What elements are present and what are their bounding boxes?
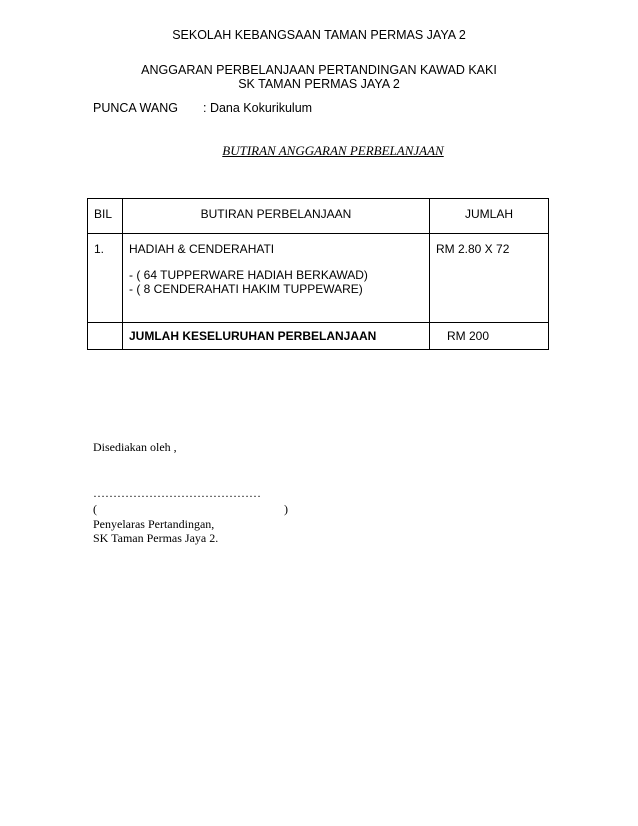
signatory-school: SK Taman Permas Jaya 2. [93,531,219,545]
total-value: RM 200 [430,323,549,350]
signature-line: …………………………………… [93,486,261,500]
header-butiran: BUTIRAN PERBELANJAAN [123,199,430,234]
budget-table [87,198,549,350]
school-name: SEKOLAH KEBANGSAAN TAMAN PERMAS JAYA 2 [172,28,466,42]
document-title: ANGGARAN PERBELANJAAN PERTANDINGAN KAWAD KAKI [141,63,497,77]
prepared-by-label: Disediakan oleh , [93,440,177,454]
document-title-school: SK TAMAN PERMAS JAYA 2 [238,77,400,91]
fund-source-value: : Dana Kokurikulum [203,101,313,115]
header-jumlah: JUMLAH [430,199,549,234]
total-label: JUMLAH KESELURUHAN PERBELANJAAN [123,323,430,350]
section-subtitle: BUTIRAN ANGGARAN PERBELANJAAN [222,143,444,158]
row-detail: - ( 64 TUPPERWARE HADIAH BERKAWAD) [129,268,368,282]
row-item: HADIAH & CENDERAHATI [129,242,275,256]
row-detail: - ( 8 CENDERAHATI HAKIM TUPPEWARE) [129,282,363,296]
table-header-row [88,199,549,234]
name-paren-open: ( [93,502,97,516]
row-amount: RM 2.80 X 72 [430,234,549,323]
row-item-cell [123,234,430,323]
row-bil: 1. [88,234,123,323]
total-bil-empty [88,323,123,350]
fund-source-label: PUNCA WANG [93,101,178,115]
header-bil: BIL [88,199,123,234]
name-paren-close: ) [284,502,288,516]
signatory-position: Penyelaras Pertandingan, [93,517,215,531]
table-total-row [88,323,549,350]
table-row [88,234,549,323]
